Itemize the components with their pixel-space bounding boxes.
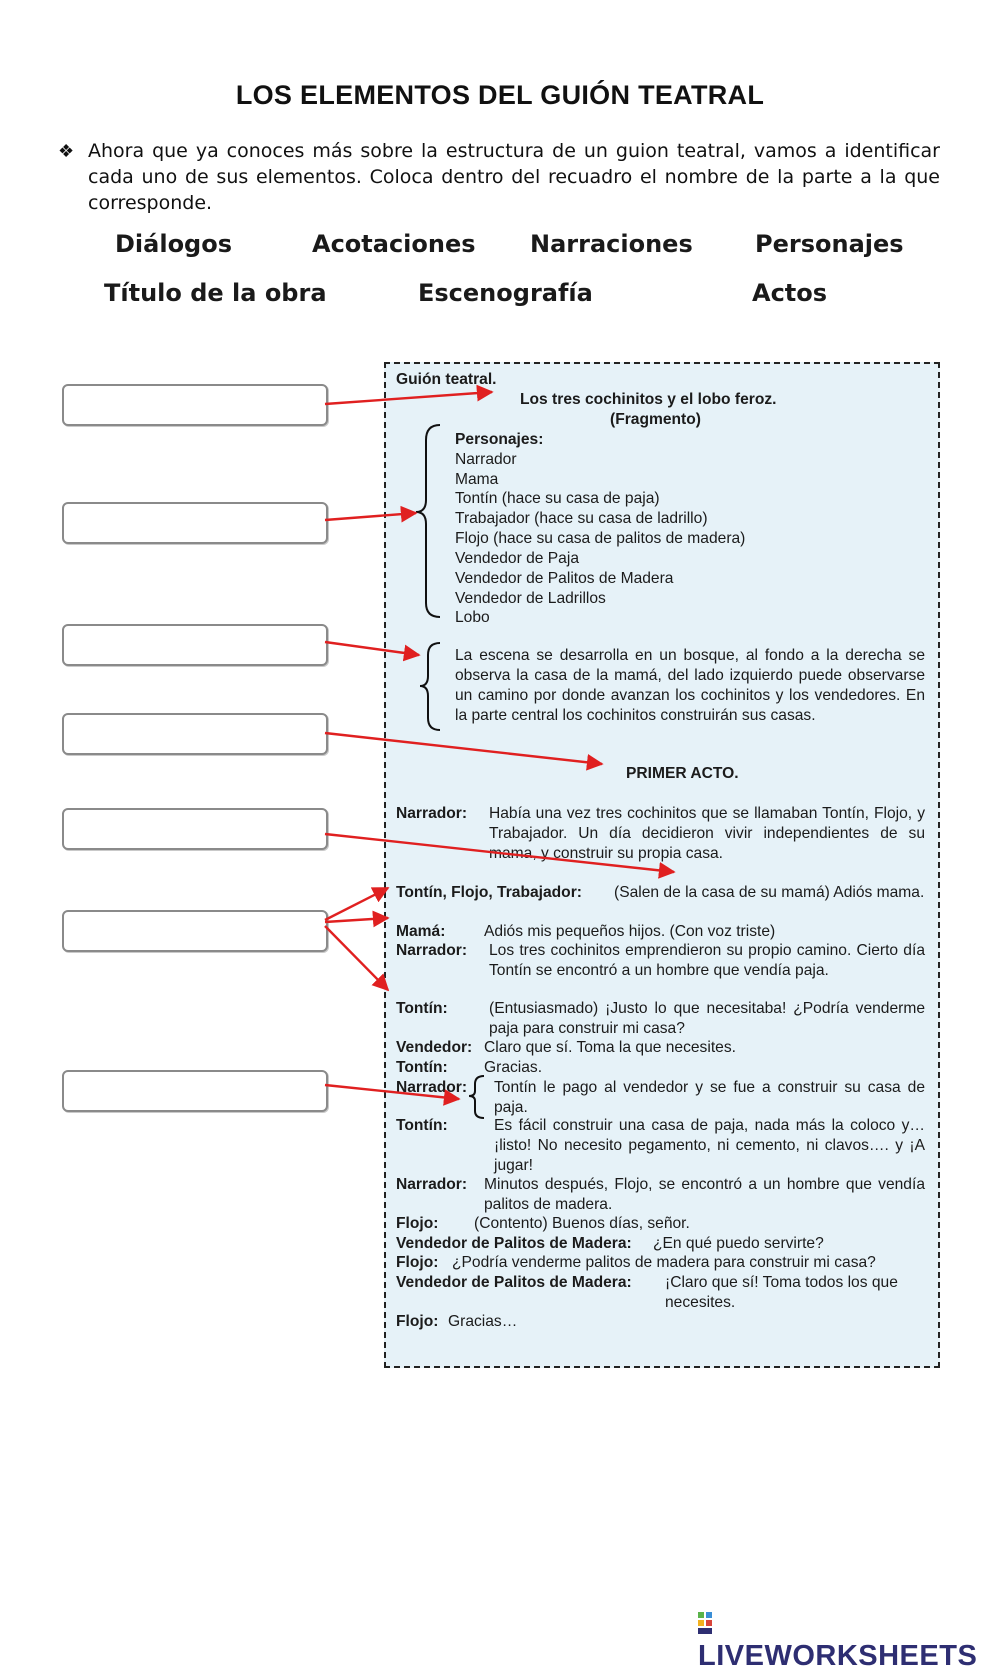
speaker: Tontín: bbox=[396, 1117, 448, 1134]
arrow-6c bbox=[325, 926, 388, 990]
speaker: Narrador: bbox=[396, 1079, 468, 1096]
scenery-text: La escena se desarrolla en un bosque, al fondo a la derecha se observa la casa de la mamá, del lado izquierdo puede observarse un camino por donde avanzan los cochinitos y los vendedores. En la parte central los cochinitos construirán sus casas. bbox=[455, 647, 925, 724]
dialogue-text: ¿En qué puedo servirte? bbox=[653, 1235, 824, 1252]
speaker: Narrador: bbox=[396, 942, 468, 959]
answer-box-3[interactable] bbox=[62, 624, 328, 666]
brand-icon bbox=[698, 1612, 720, 1634]
speaker: Vendedor de Palitos de Madera: bbox=[396, 1274, 632, 1291]
fragment-label: (Fragmento) bbox=[610, 411, 701, 428]
word-bank-item: Actos bbox=[752, 279, 828, 307]
character-item: Mama bbox=[455, 471, 499, 488]
speaker: Narrador: bbox=[396, 805, 468, 822]
script-panel bbox=[384, 362, 940, 1368]
character-item: Vendedor de Paja bbox=[455, 550, 579, 567]
dialogue-text: ¿Podría venderme palitos de madera para construir mi casa? bbox=[452, 1254, 876, 1271]
page-title: LOS ELEMENTOS DEL GUIÓN TEATRAL bbox=[235, 80, 765, 110]
word-bank-item: Título de la obra bbox=[104, 279, 327, 307]
bullet-icon: ❖ bbox=[58, 141, 75, 161]
word-bank-item: Diálogos bbox=[115, 230, 233, 258]
answer-box-7[interactable] bbox=[62, 1070, 328, 1112]
character-item: Tontín (hace su casa de paja) bbox=[455, 490, 660, 507]
character-item: Narrador bbox=[455, 451, 517, 468]
character-item: Trabajador (hace su casa de ladrillo) bbox=[455, 510, 708, 527]
word-bank-item: Acotaciones bbox=[312, 230, 476, 258]
speaker: Tontín: bbox=[396, 1000, 448, 1017]
dialogue-text: Había una vez tres cochinitos que se llamaban Tontín, Flojo, y Trabajador. Un día decidieron vivir independientes de su mama, y construir su propia casa. bbox=[489, 805, 925, 862]
speaker: Tontín, Flojo, Trabajador: bbox=[396, 884, 582, 901]
liveworksheets-logo bbox=[698, 1607, 1000, 1673]
arrow-6a bbox=[325, 888, 388, 920]
character-item: Flojo (hace su casa de palitos de madera) bbox=[455, 530, 746, 547]
speaker: Flojo: bbox=[396, 1254, 439, 1271]
speaker: Vendedor de Palitos de Madera: bbox=[396, 1235, 632, 1252]
speaker: Narrador: bbox=[396, 1176, 468, 1193]
speaker: Vendedor: bbox=[396, 1039, 473, 1056]
character-item: Vendedor de Ladrillos bbox=[455, 590, 606, 607]
answer-box-1[interactable] bbox=[62, 384, 328, 426]
speaker: Mamá: bbox=[396, 923, 446, 940]
word-bank-item: Personajes bbox=[755, 230, 904, 258]
dialogue-text: (Salen de la casa de su mamá) Adiós mama. bbox=[614, 884, 925, 901]
dialogue-text: Tontín le pago al vendedor y se fue a construir su casa de paja. bbox=[494, 1079, 925, 1116]
word-bank-item: Escenografía bbox=[418, 279, 593, 307]
play-title: Los tres cochinitos y el lobo feroz. bbox=[520, 391, 777, 408]
answer-box-5[interactable] bbox=[62, 808, 328, 850]
dialogue-text: Es fácil construir una casa de paja, nada más la coloco y… ¡listo! No necesito pegamento, ni cemento, ni clavos…. y ¡A jugar! bbox=[494, 1117, 925, 1174]
speaker: Flojo: bbox=[396, 1215, 439, 1232]
dialogue-text: (Contento) Buenos días, señor. bbox=[474, 1215, 690, 1232]
answer-box-2[interactable] bbox=[62, 502, 328, 544]
dialogue-text: ¡Claro que sí! Toma todos los que necesites. bbox=[665, 1274, 898, 1311]
answer-box-6[interactable] bbox=[62, 910, 328, 952]
brand-text: LIVEWORKSHEETS bbox=[698, 1640, 978, 1672]
script-heading: Guión teatral. bbox=[396, 371, 497, 388]
answer-box-4[interactable] bbox=[62, 713, 328, 755]
character-item: Lobo bbox=[455, 609, 490, 626]
speaker: Flojo: bbox=[396, 1313, 439, 1330]
dialogue-text: Gracias… bbox=[448, 1313, 518, 1330]
dialogue-text: Adiós mis pequeños hijos. (Con voz triste) bbox=[484, 923, 776, 940]
dialogue-text: Claro que sí. Toma la que necesites. bbox=[484, 1039, 736, 1056]
dialogue-text: Los tres cochinitos emprendieron su propio camino. Cierto día Tontín se encontró a un hombre que vendía paja. bbox=[489, 942, 925, 979]
word-bank-item: Narraciones bbox=[530, 230, 693, 258]
instructions: Ahora que ya conoces más sobre la estructura de un guion teatral, vamos a identificar cada uno de sus elementos. Coloca dentro del recuadro el nombre de la parte a la que corresponde. bbox=[88, 140, 940, 214]
character-item: Vendedor de Palitos de Madera bbox=[455, 570, 674, 587]
dialogue-text: Gracias. bbox=[484, 1059, 543, 1076]
dialogue-text: (Entusiasmado) ¡Justo lo que necesitaba! ¿Podría venderme paja para construir mi casa? bbox=[489, 1000, 925, 1037]
speaker: Tontín: bbox=[396, 1059, 448, 1076]
dialogue-text: Minutos después, Flojo, se encontró a un hombre que vendía palitos de madera. bbox=[484, 1176, 925, 1213]
arrow-6b bbox=[325, 918, 388, 922]
act-label: PRIMER ACTO. bbox=[626, 765, 739, 782]
characters-label: Personajes: bbox=[455, 431, 544, 448]
